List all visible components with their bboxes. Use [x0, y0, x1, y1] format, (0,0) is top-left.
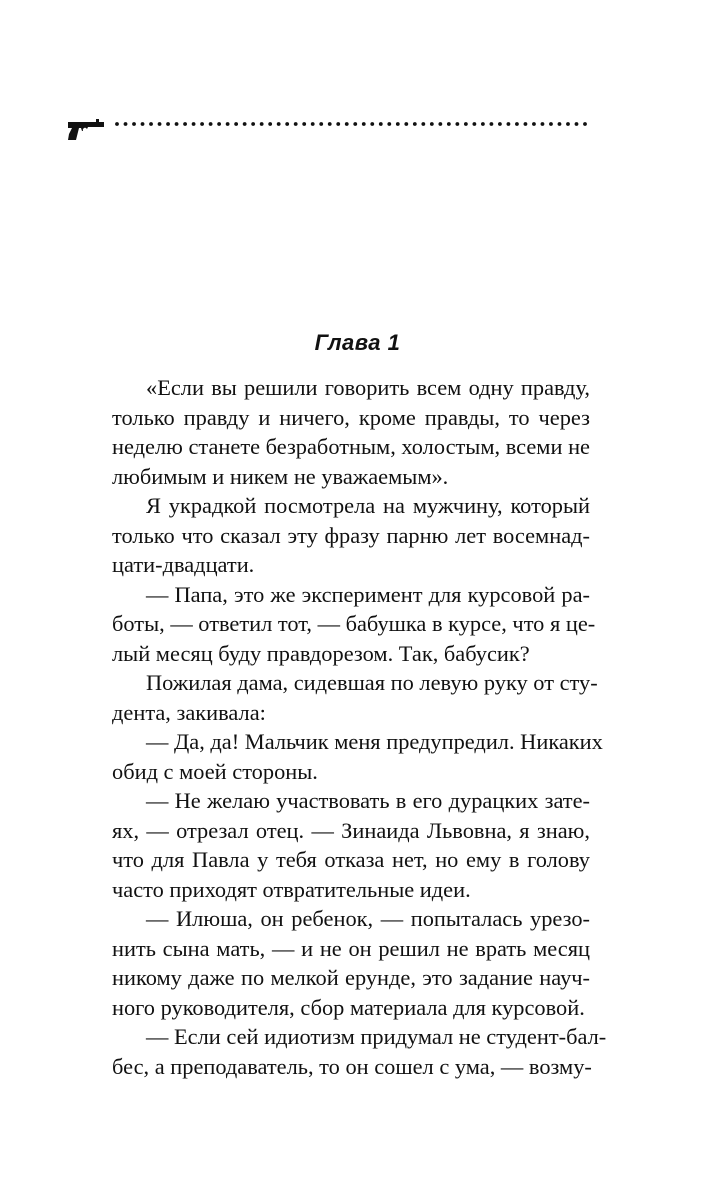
text-line: никому даже по мелкой ерунде, это задание науч- — [112, 965, 590, 990]
text-line: — Если сей идиотизм придумал не студент-бал- — [146, 1024, 607, 1049]
text-line: — Папа, это же эксперимент для курсовой ра- — [146, 581, 590, 607]
dot — [217, 122, 221, 126]
dot — [490, 122, 494, 126]
dot — [251, 122, 255, 126]
paragraph — [112, 727, 603, 786]
text-line: дента, закивала: — [112, 699, 266, 725]
dot — [541, 122, 545, 126]
dot — [141, 122, 145, 126]
dot — [336, 122, 340, 126]
dot — [421, 122, 425, 126]
dot — [413, 122, 417, 126]
dot — [124, 122, 128, 126]
text-line: — Не желаю участвовать в его дурацких зате- — [146, 788, 590, 813]
dot — [362, 122, 366, 126]
body-text — [112, 373, 607, 1081]
paragraph — [112, 580, 596, 669]
text-line: любимым и никем не уважаемым». — [112, 463, 449, 489]
text-line: бес, а преподаватель, то он сошел с ума, — возму- — [112, 1053, 592, 1079]
dot — [447, 122, 451, 126]
dot — [243, 122, 247, 126]
dotted-rule — [114, 121, 592, 127]
text-line: только что сказал эту фразу парню лет восемнад- — [112, 522, 590, 548]
dot — [294, 122, 298, 126]
dot — [549, 122, 553, 126]
text-line: обид с моей стороны. — [112, 758, 318, 784]
dot — [524, 122, 528, 126]
text-line: часто приходят отвратительные идеи. — [112, 876, 471, 902]
dot — [200, 122, 204, 126]
dot — [464, 122, 468, 126]
text-line: ях, — отрезал отец. — Зинаида Львовна, я знаю, — [112, 817, 590, 843]
dot — [132, 122, 136, 126]
text-line: лый месяц буду правдорезом. Так, бабусик? — [112, 640, 530, 666]
revolver-icon — [66, 112, 106, 142]
dot — [260, 122, 264, 126]
dot — [226, 122, 230, 126]
dot — [558, 122, 562, 126]
paragraph — [112, 668, 598, 727]
dot — [430, 122, 434, 126]
dot — [532, 122, 536, 126]
text-line: — Да, да! Мальчик меня предупредил. Никаких — [146, 729, 603, 754]
header-ornament — [66, 112, 596, 146]
dot — [149, 122, 153, 126]
text-line: цати-двадцати. — [112, 552, 255, 577]
dot — [566, 122, 570, 126]
dot — [158, 122, 162, 126]
dot — [277, 122, 281, 126]
dot — [234, 122, 238, 126]
dot — [370, 122, 374, 126]
text-line: «Если вы решили говорить всем одну правду, — [146, 375, 590, 400]
paragraph — [112, 904, 590, 1022]
text-line: что для Павла у тебя отказа нет, но ему в голову — [112, 847, 590, 872]
paragraph — [112, 1022, 607, 1081]
dot — [328, 122, 332, 126]
dot — [498, 122, 502, 126]
dot — [404, 122, 408, 126]
text-line: Пожилая дама, сидевшая по левую руку от сту- — [146, 670, 598, 695]
dot — [396, 122, 400, 126]
dot — [575, 122, 579, 126]
dot — [455, 122, 459, 126]
dot — [268, 122, 272, 126]
text-line: Я украдкой посмотрела на мужчину, который — [146, 493, 590, 518]
text-line: неделю станете безработным, холостым, всеми не — [112, 434, 590, 459]
dot — [353, 122, 357, 126]
paragraph — [112, 373, 590, 491]
dot — [583, 122, 587, 126]
dot — [183, 122, 187, 126]
dot — [472, 122, 476, 126]
dot — [311, 122, 315, 126]
dot — [319, 122, 323, 126]
dot — [115, 122, 119, 126]
dot — [481, 122, 485, 126]
paragraph — [112, 491, 590, 580]
text-line: нить сына мать, — и не он решил не врать месяц — [112, 935, 590, 961]
dot — [438, 122, 442, 126]
dot — [387, 122, 391, 126]
dot — [192, 122, 196, 126]
text-line: боты, — ответил тот, — бабушка в курсе, что я це- — [112, 611, 596, 636]
dot — [302, 122, 306, 126]
dot — [285, 122, 289, 126]
paragraph — [112, 786, 590, 904]
chapter-title: Глава 1 — [314, 330, 401, 355]
text-line: — Илюша, он ребенок, — попыталась урезо- — [146, 906, 590, 931]
dot — [379, 122, 383, 126]
text-line: только правду и ничего, кроме правды, то через — [112, 404, 590, 430]
dot — [507, 122, 511, 126]
dot — [345, 122, 349, 126]
dot — [515, 122, 519, 126]
dot — [166, 122, 170, 126]
dot — [209, 122, 213, 126]
dot — [175, 122, 179, 126]
text-line: ного руководителя, сбор материала для курсовой. — [112, 994, 585, 1020]
